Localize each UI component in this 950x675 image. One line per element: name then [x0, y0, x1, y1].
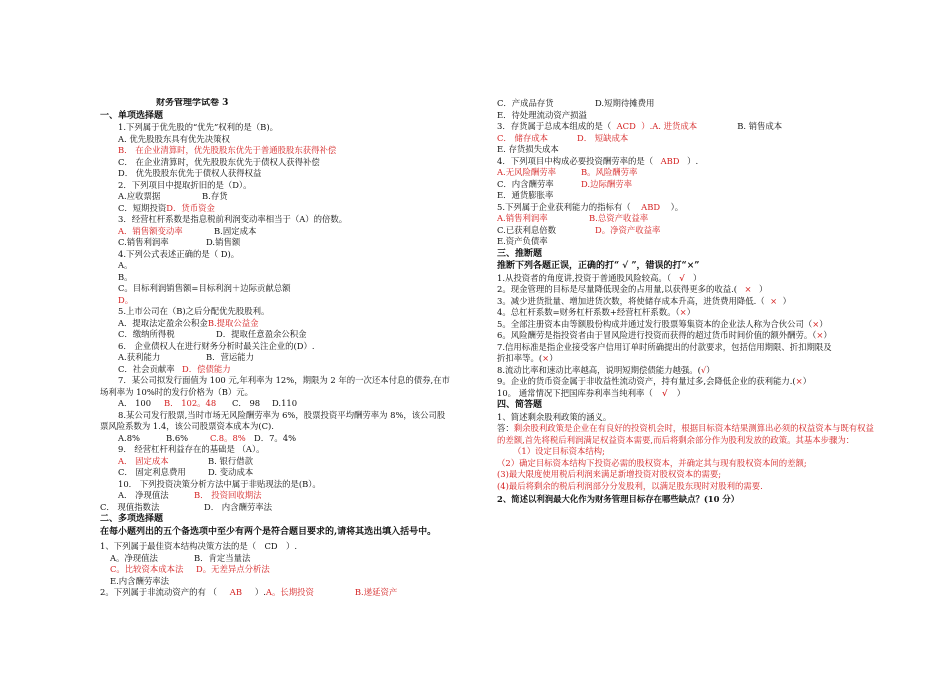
- m4-options-cd: C．内含酬劳率 D.边际酬劳率: [497, 178, 632, 189]
- q5-options-cd: C．缴纳所得税 D．提取任意盈余公积金: [118, 329, 307, 339]
- q2-stem: 2．下列项目中提取折旧的是（D）。: [118, 179, 252, 190]
- q1-option-a: A. 优先股股东具有优先决策权: [118, 133, 230, 144]
- q1-option-d: D． 优先股股东优先于债权人获得权益: [118, 168, 262, 178]
- m2-stem: 2。下列属于非流动资产的有 （ AB ）.A。长期投资 B.递延资产: [100, 587, 398, 597]
- page-title: 财务管理学试卷 3: [156, 98, 229, 108]
- j7-cont: 折扣率等。(×）: [497, 353, 558, 363]
- q4-option-b: B。: [118, 271, 133, 282]
- q1-stem: 1.下列属于优先股的“优先”权利的是（B)。: [118, 122, 278, 132]
- m5-option-e: E.资产负债率: [497, 236, 548, 246]
- j6: 6。风险酬劳是指投资者由于冒风险进行投资而获得的超过货币时间价值的额外酬劳。（×）: [497, 330, 832, 340]
- section-2-heading: 二、多项选择题: [100, 514, 164, 524]
- s2-question: 2、简述以利润最大化作为财务管理目标存在哪些缺点？(10 分）: [497, 494, 740, 504]
- section-3-heading: 三、推断题: [497, 248, 543, 259]
- q8-options: A.8% B.6% C.8。8% D．7。4%: [118, 432, 297, 443]
- q5-stem: 5.上市公司在（B)之后分配优先股股利。: [118, 306, 270, 316]
- q1-option-b: B． 在企业清算时，优先股股东优先于普通股股东获得补偿: [118, 145, 337, 155]
- q4-option-a: A。: [118, 260, 133, 270]
- m5-options-cd: C.已获利息倍数 D。净资产收益率: [497, 224, 661, 235]
- q1-option-c: C． 在企业清算时，优先股股东优先于债权人获得补偿: [118, 156, 320, 167]
- s1-step-3: (3)最大限度使用税后利润来满足新增投资对股权资本的需要;: [497, 469, 722, 479]
- j3: 3。减少进货批量、增加进货次数，将使储存成本升高，进货费用降低.（ × ）: [497, 295, 791, 306]
- right-column: [497, 98, 882, 506]
- j5: 5。全部注册资本由等额股份构成并通过发行股票筹集资本的企业法人称为合伙公司（×）: [497, 318, 828, 329]
- q5-options-ab: A．提取法定盈余公积金B.提取公益金: [118, 317, 259, 328]
- j4: 4。总杠杆系数=财务杠杆系数+经营杠杆系数。（×）: [497, 307, 696, 317]
- section-4-heading: 四、简答题: [497, 400, 543, 410]
- j9: 9。企业的货币资金属于非收益性流动资产，持有量过多,会降低企业的获利能力.(×）: [497, 376, 812, 386]
- m3-options-cd: C． 储存成本 D． 短缺成本: [497, 132, 629, 143]
- j2: 2。现金管理的目标是尽量降低现金的占用量,以获得更多的收益.( × ）: [497, 284, 768, 294]
- q10-options-cd: C． 现值指数法 D． 内含酬劳率法: [100, 501, 273, 512]
- m4-options-ab: A.无风险酬劳率 B。风险酬劳率: [497, 167, 638, 177]
- q2-options-ab: A.应收票据 B.存货: [118, 191, 228, 201]
- q6-stem: 6． 企业债权人在进行财务分析时最关注企业的(D）.: [118, 340, 315, 351]
- q4-option-d: D。: [118, 294, 134, 305]
- q8-stem-cont: 票风险系数为 1.4，该公司股票资本成本为(C).: [100, 421, 274, 431]
- s1-step-4: (4)最后将剩余的税后利润部分分发股利，以满足股东现时对股利的需要.: [497, 480, 763, 491]
- m1-option-e: E.内含酬劳率法: [110, 575, 170, 586]
- q10-options-ab: A． 净现值法 B． 投资回收期法: [118, 490, 262, 500]
- s1-step-2: （2）确定目标资本结构下投资必需的股权资本，并确定其与现有股权资本间的差额;: [497, 457, 807, 468]
- s1-answer: 答：剩余股利政策是企业在有良好的投资机会时，根据目标资本结果测算出必须的权益资本与既有权益的差额,首先将税后利润满足权益资本需要,而后将剩余部分作为股利发放的政策。其基本步骤为：: [497, 423, 874, 445]
- m2-option-e: E．待处理流动资产损溢: [497, 109, 587, 120]
- q3-options-ab: A．销售额变动率 B.固定成本: [118, 225, 257, 236]
- j8: 8.流动比率和速动比率越高，说明短期偿债能力越强。(√）: [497, 364, 715, 375]
- q10-stem: 10． 下列投资决策分析方法中属于非贴现法的是(B）。: [118, 478, 321, 489]
- j1: 1.从投资者的角度讲,投资于普通股风险较高。（ √ ）: [497, 272, 702, 283]
- q9-options-ab: A． 固定成本 B. 银行借款: [118, 455, 253, 466]
- q3-stem: 3．经营杠杆系数是指息税前利润变动率相当于（A）的倍数。: [118, 214, 348, 224]
- m4-stem: 4．下列项目中构成必要投资酬劳率的是（ ABD ）.: [497, 155, 699, 166]
- q4-option-c: C。目标利润销售额=目标利润＋边际贡献总额: [118, 283, 291, 293]
- m1-options-ab: A。净现值法 B．肯定当量法: [110, 552, 251, 563]
- q3-options-cd: C.销售利润率 D.销售额: [118, 237, 241, 247]
- m4-option-e: E．通货膨胀率: [497, 190, 554, 200]
- m2-options-cd: C．产成品存货 D.短期待摊费用: [497, 98, 655, 108]
- m1-stem: 1、下列属于最佳资本结构决策方法的是（ CD ）.: [100, 541, 297, 551]
- q2-options-cd: C．短期投资D．货币资金: [118, 202, 215, 213]
- s1-step-1: （1）设定目标资本结构;: [513, 446, 605, 456]
- q6-options-ab: A.获利能力 B．营运能力: [118, 352, 255, 362]
- section-2-instructions: 在每小题列出的五个备选项中至少有两个是符合题目要求的,请将其选出填入括号中。: [100, 526, 437, 537]
- j7: 7.信用标准是指企业接受客户信用订单时所确提出的付款要求，包括信用期限、折扣期限及: [497, 341, 832, 352]
- q7-stem-cont: 场利率为 10%时的发行价格为（B）元。: [100, 386, 254, 397]
- section-1-heading: 一、单项选择题: [100, 110, 164, 121]
- q7-stem: 7．某公司拟发行面值为 100 元,年利率为 12%，期限为 2 年的一次还本付息的债券,在市: [118, 375, 450, 385]
- m3-option-e: E. 存货损失成本: [497, 144, 559, 154]
- m1-options-cd: C。比较资本成本法 D。无差异点分析法: [110, 564, 270, 574]
- q7-options: A． 100 B． 102。48 C． 98 D.110: [118, 398, 298, 408]
- m5-stem: 5.下列属于企业获利能力的指标有（ ABD ）。: [497, 201, 684, 212]
- s1-question: 1、简述剩余股利政策的涵义。: [497, 411, 612, 422]
- q4-stem: 4.下列公式表述正确的是（ D)。: [118, 248, 240, 259]
- left-column: [100, 98, 480, 599]
- j10: 10。 通常情况下把国库券利率当纯利率（ √ ）: [497, 387, 686, 398]
- q9-stem: 9． 经营杠杆利益存在的基础是 （A）。: [118, 444, 265, 454]
- section-3-instructions: 推断下列各题正误，正确的打“ √ ”，错误的打“×”: [497, 261, 700, 271]
- q6-options-cd: C．社会贡献率 D．偿债能力: [118, 363, 231, 374]
- m5-options-ab: A.销售利润率 B.总资产收益率: [497, 213, 649, 223]
- m3-stem: 3．存货属于总成本组成的是（ ACD ）.A. 进货成本 B. 销售成本: [497, 121, 783, 131]
- q8-stem: 8.某公司发行股票,当时市场无风险酬劳率为 6%，股票投资平均酬劳率为 8%，该公司股: [118, 409, 446, 420]
- q9-options-cd: C． 固定利息费用 D. 变动成本: [118, 467, 254, 477]
